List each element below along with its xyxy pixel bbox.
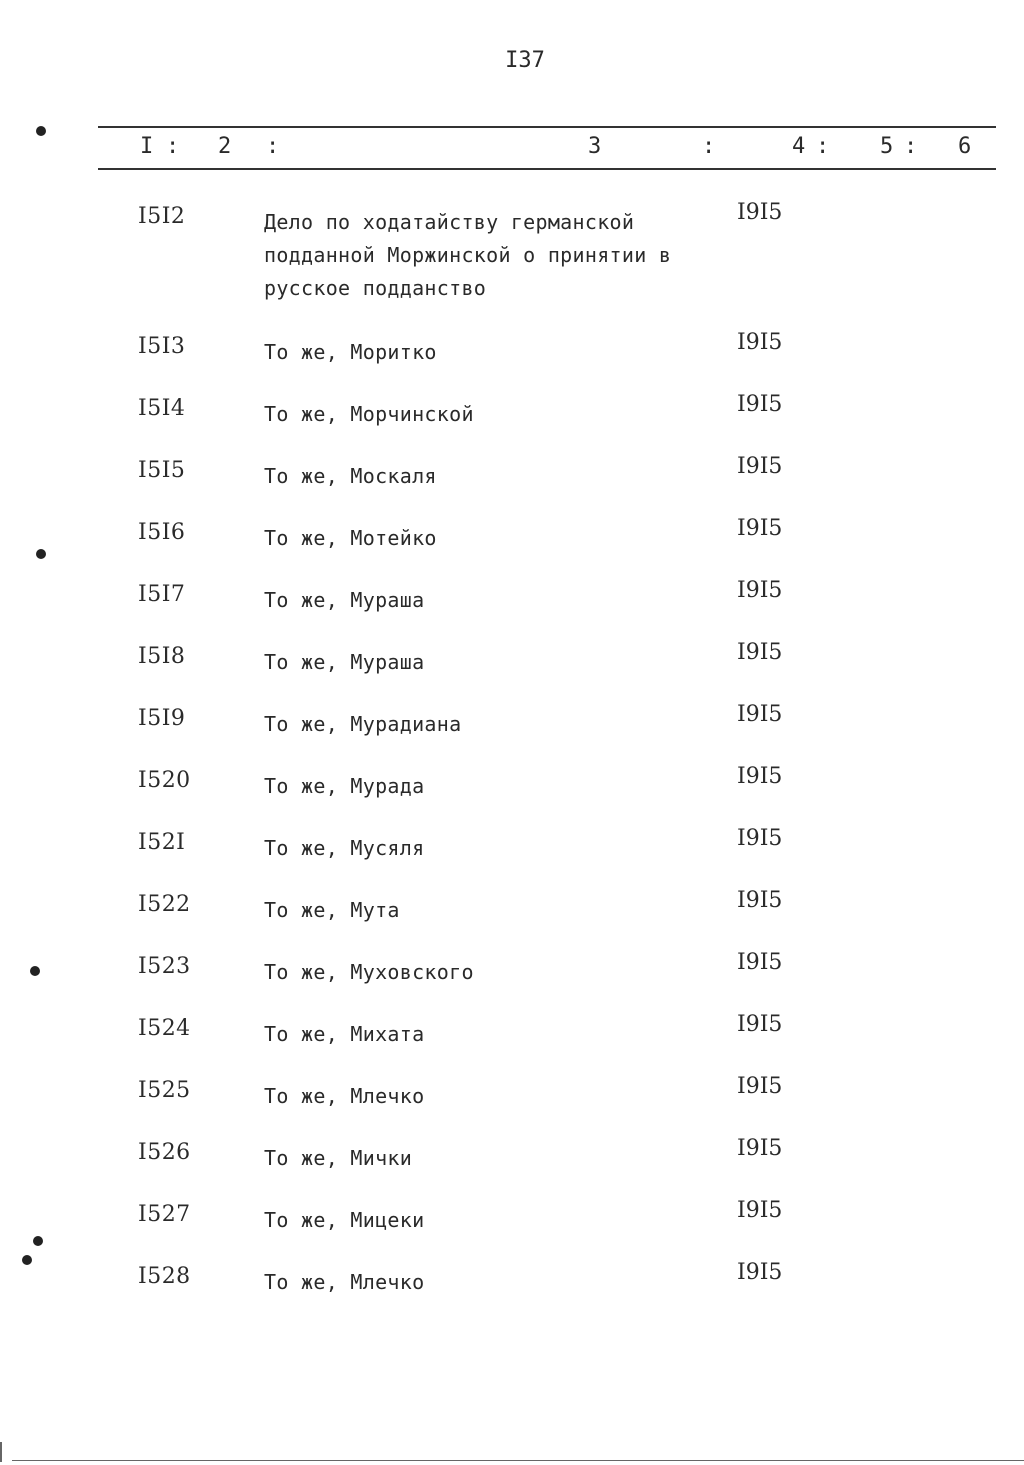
case-year: I9I5 [737,950,783,975]
case-number: I5I5 [138,458,186,483]
case-year: I9I5 [737,1012,783,1037]
page-number: I37 [505,48,545,73]
header-separator: : [702,134,716,159]
case-number: I527 [138,1202,191,1227]
header-col-4: 4 [792,134,806,159]
table-row [0,578,1024,640]
table-row [0,826,1024,888]
table-row [0,1198,1024,1260]
header-col-1: I [140,134,154,159]
case-number: I5I4 [138,396,186,421]
case-number: I5I2 [138,204,186,229]
table-row [0,888,1024,950]
case-year: I9I5 [737,200,783,225]
table-row [0,200,1024,330]
case-title: То же, Москаля [264,464,437,488]
case-year: I9I5 [737,764,783,789]
case-number: I5I9 [138,706,186,731]
header-col-2: 2 [218,134,232,159]
case-year: I9I5 [737,392,783,417]
case-year: I9I5 [737,330,783,355]
page-bottom-edge [12,1460,1024,1461]
case-year: I9I5 [737,516,783,541]
table-row [0,392,1024,454]
case-title: То же, Мички [264,1146,413,1170]
case-title: То же, Мурадиана [264,712,462,736]
case-number: I522 [138,892,191,917]
case-title: Дело по ходатайству германской подданной Моржинской о принятии в русское подданство [264,210,672,300]
case-title: То же, Муховского [264,960,474,984]
case-number: I526 [138,1140,191,1165]
inventory-list [0,200,1024,1322]
case-year: I9I5 [737,826,783,851]
table-header [0,134,1024,162]
table-row [0,330,1024,392]
case-year: I9I5 [737,888,783,913]
case-title: То же, Морчинской [264,402,474,426]
table-row [0,454,1024,516]
case-title: То же, Мицеки [264,1208,425,1232]
case-title: То же, Млечко [264,1084,425,1108]
table-row [0,640,1024,702]
case-title: То же, Мурада [264,774,425,798]
case-title: То же, Мураша [264,650,425,674]
header-col-6: 6 [958,134,972,159]
case-title: То же, Млечко [264,1270,425,1294]
table-row [0,764,1024,826]
case-year: I9I5 [737,578,783,603]
case-number: I52I [138,830,186,855]
table-row [0,1074,1024,1136]
case-number: I5I7 [138,582,186,607]
case-number: I523 [138,954,191,979]
case-year: I9I5 [737,1136,783,1161]
header-separator: : [816,134,830,159]
table-row [0,1260,1024,1322]
case-title: То же, Мотейко [264,526,437,550]
case-year: I9I5 [737,1074,783,1099]
case-title: То же, Мураша [264,588,425,612]
case-year: I9I5 [737,1260,783,1285]
case-number: I5I8 [138,644,186,669]
table-row [0,702,1024,764]
case-title: То же, Мусяля [264,836,425,860]
case-number: I525 [138,1078,191,1103]
margin-mark [0,1442,2,1462]
table-header-bottom-rule [98,168,996,170]
case-title: То же, Мута [264,898,400,922]
header-col-3: 3 [588,134,602,159]
table-row [0,516,1024,578]
table-row [0,1136,1024,1198]
case-number: I528 [138,1264,191,1289]
case-year: I9I5 [737,702,783,727]
header-col-5: 5 [880,134,894,159]
table-row [0,1012,1024,1074]
case-number: I524 [138,1016,191,1041]
case-year: I9I5 [737,454,783,479]
case-title: То же, Михата [264,1022,425,1046]
table-row [0,950,1024,1012]
header-separator: : [266,134,280,159]
header-separator: : [904,134,918,159]
case-title: То же, Моритко [264,340,437,364]
case-number: I5I6 [138,520,186,545]
table-top-rule [98,126,996,128]
case-number: I520 [138,768,191,793]
case-year: I9I5 [737,1198,783,1223]
case-year: I9I5 [737,640,783,665]
header-separator: : [166,134,180,159]
case-number: I5I3 [138,334,186,359]
